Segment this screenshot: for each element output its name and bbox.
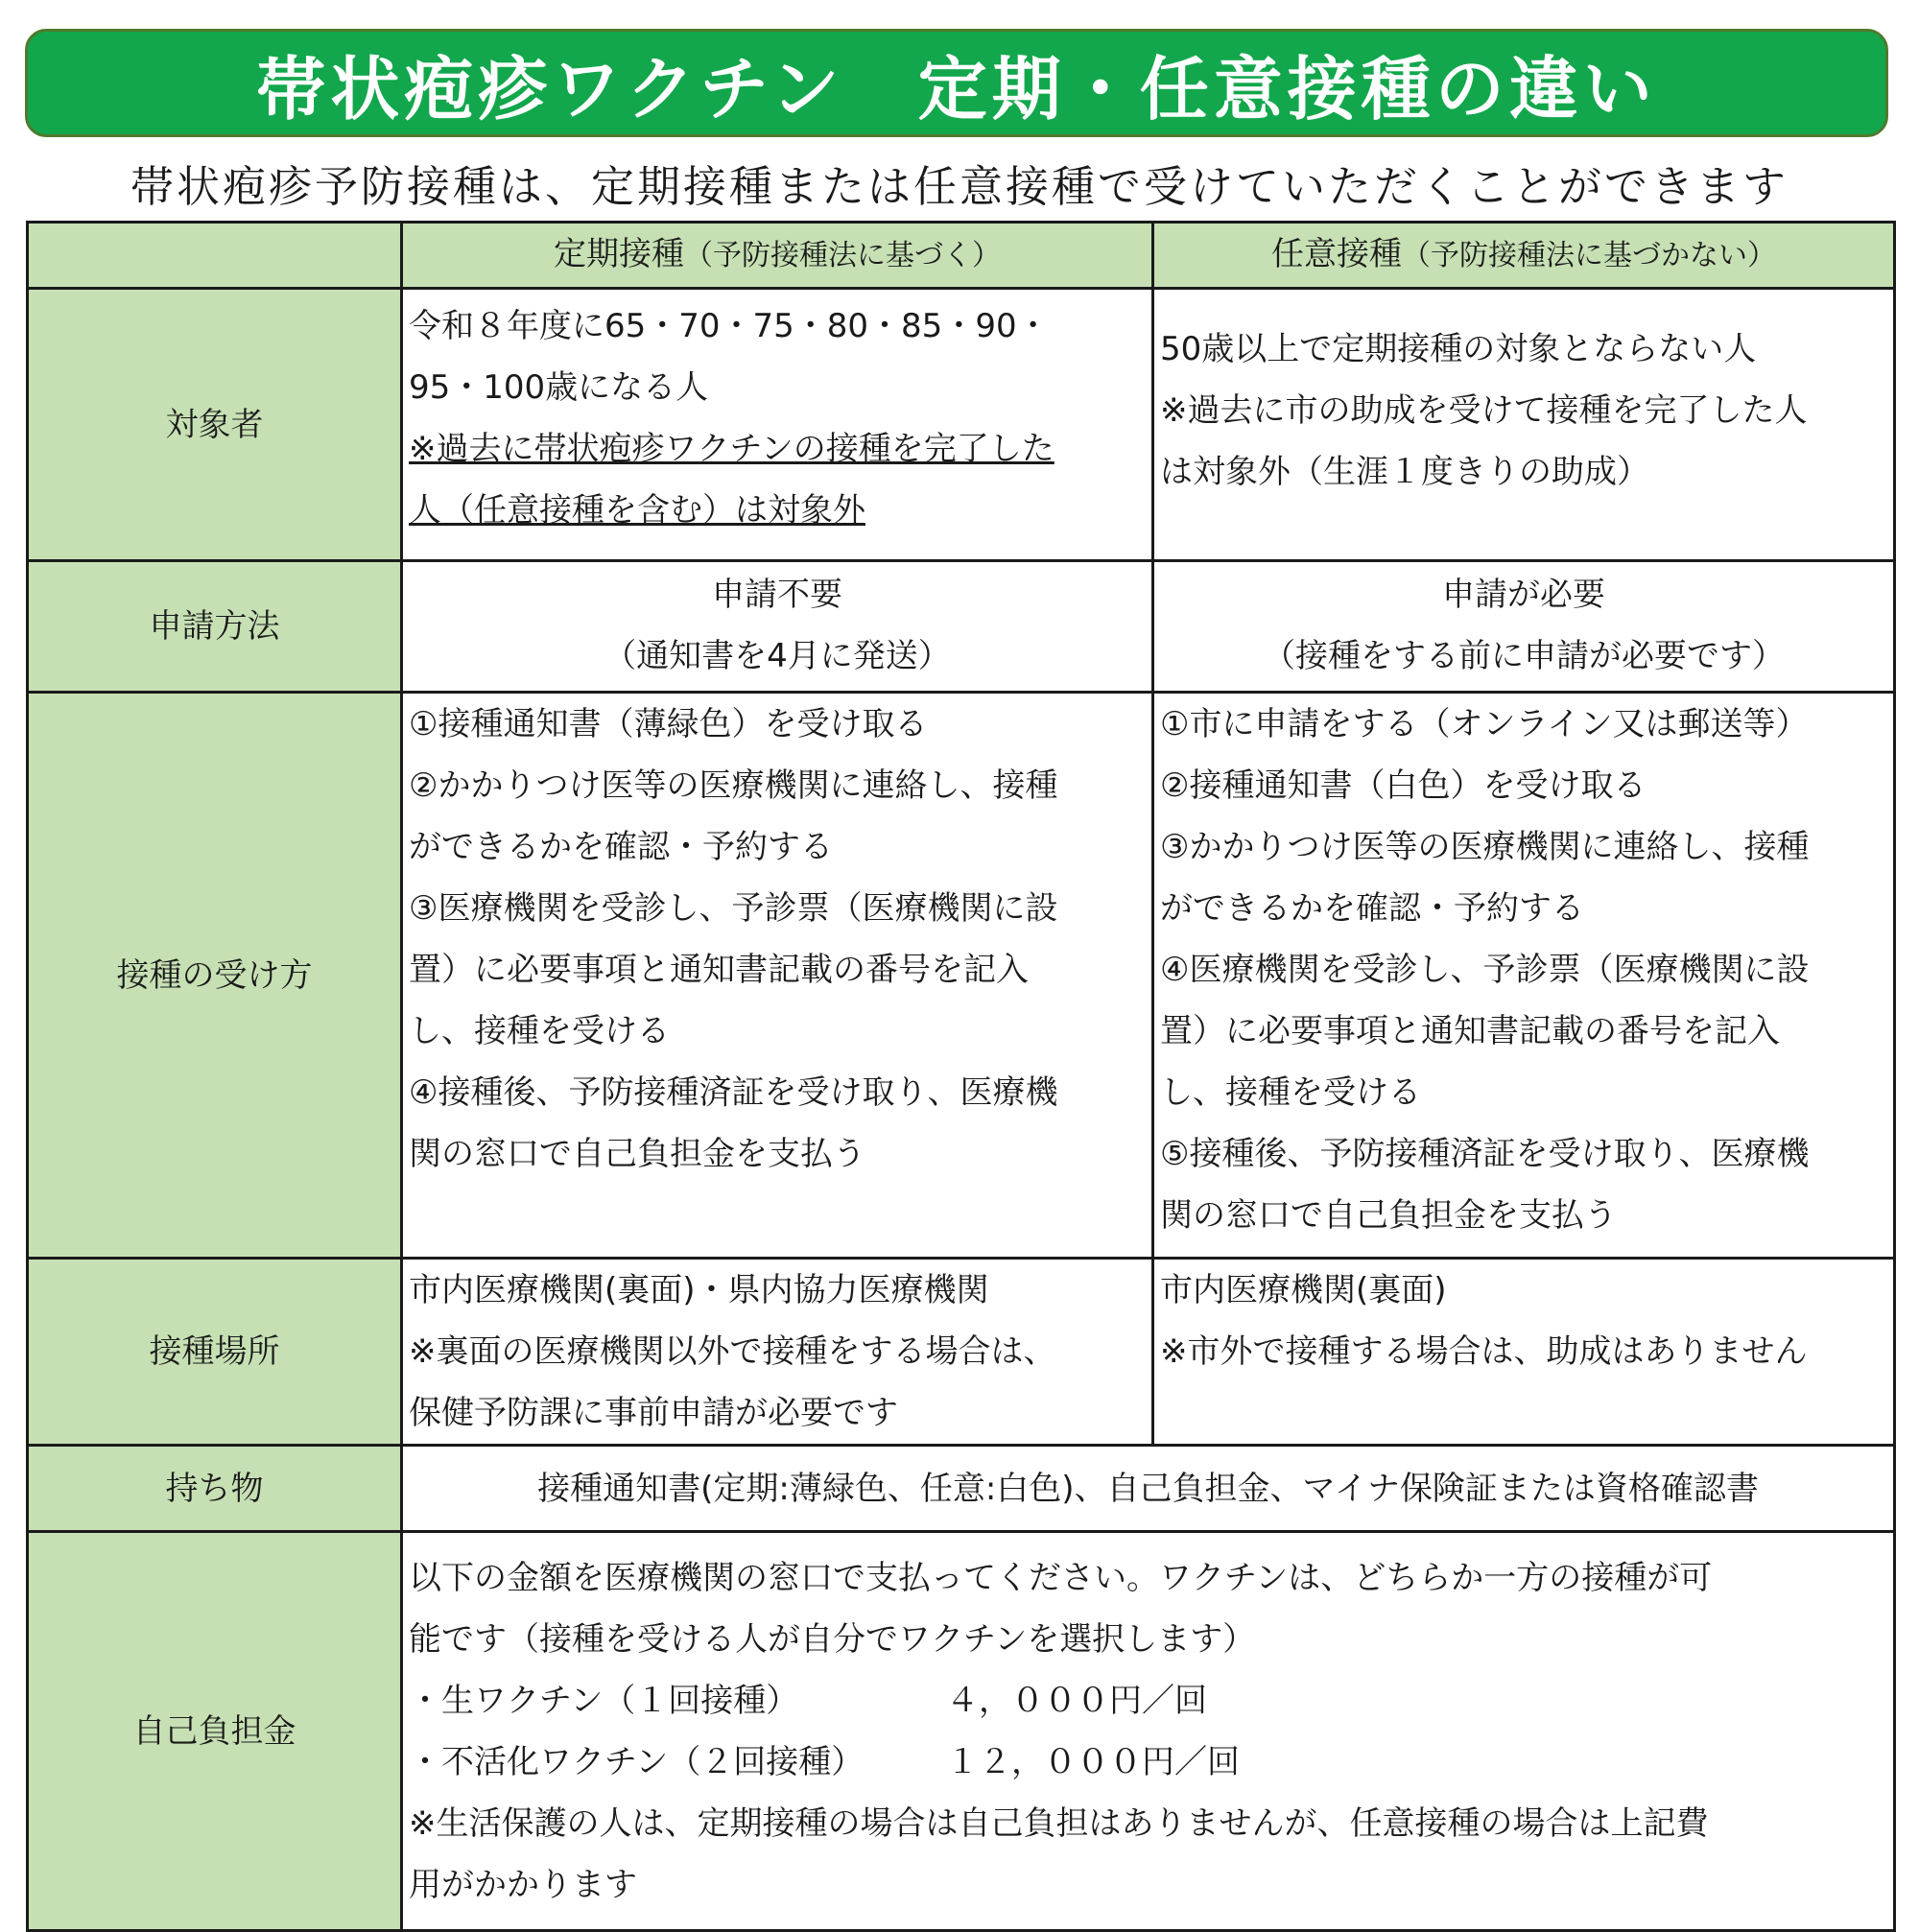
page-subtitle: 帯状疱疹予防接種は、定期接種または任意接種で受けていただくことができます (130, 161, 1789, 212)
text-line: し、接種を受ける (409, 1012, 670, 1050)
text-line: 以下の金額を医療機関の窓口で支払ってください。ワクチンは、どちらか一方の接種が可 (409, 1558, 1713, 1597)
cell-cost (402, 1532, 1895, 1931)
text-line: 置）に必要事項と通知書記載の番号を記入 (1160, 1012, 1780, 1050)
row-label-cost: 自己負担金 (28, 1532, 402, 1931)
text-line: 関の窓口で自己負担金を支払う (1160, 1196, 1617, 1235)
text-line: 50歳以上で定期接種の対象とならない人 (1160, 329, 1757, 368)
row-eligible (28, 289, 1895, 561)
row-cost (28, 1532, 1895, 1931)
row-label-place: 接種場所 (28, 1259, 402, 1446)
row-place (28, 1259, 1895, 1446)
live-vaccine-name: ・生ワクチン（１回接種） (409, 1681, 799, 1720)
text-line: （接種をする前に申請が必要です） (1263, 637, 1785, 675)
comparison-table (26, 221, 1896, 1932)
header-regular-main: 定期接種 (554, 235, 684, 273)
text-line: ※生活保護の人は、定期接種の場合は自己負担はありませんが、任意接種の場合は上記費 (409, 1803, 1709, 1843)
text-line: 能です（接種を受ける人が自分でワクチンを選択します） (409, 1619, 1256, 1659)
text-line: 申請が必要 (1442, 576, 1605, 614)
cell-items: 接種通知書(定期:薄緑色、任意:白色)、自己負担金、マイナ保険証または資格確認書 (402, 1446, 1895, 1532)
header-regular (402, 223, 1153, 289)
text-line: 95・100歳になる人 (409, 368, 709, 407)
text-line: ④医療機関を受診し、予診票（医療機関に設 (1160, 951, 1810, 989)
text-line: ※裏面の医療機関以外で接種をする場合は、 (409, 1332, 1056, 1371)
cell-eligible-regular (402, 289, 1153, 561)
text-line: は対象外（生涯１度きりの助成） (1160, 452, 1649, 491)
text-line: し、接種を受ける (1160, 1073, 1421, 1112)
text-line: 申請不要 (712, 576, 842, 614)
header-voluntary (1153, 223, 1895, 289)
text-line: ②接種通知書（白色）を受け取る (1160, 766, 1647, 805)
text-line: ②かかりつけ医等の医療機関に連絡し、接種 (409, 766, 1058, 805)
row-how (28, 693, 1895, 1259)
inactivated-vaccine-name: ・不活化ワクチン（２回接種） (409, 1742, 865, 1781)
header-voluntary-sub: （予防接種法に基づかない） (1402, 239, 1776, 272)
corner-cell (28, 223, 402, 289)
text-line: 市内医療機関(裏面) (1160, 1271, 1447, 1309)
cell-application-regular (402, 561, 1153, 693)
text-line: ※過去に市の助成を受けて接種を完了した人 (1160, 390, 1808, 430)
cell-how-voluntary (1153, 693, 1895, 1259)
header-regular-sub: （予防接種法に基づく） (684, 239, 1001, 272)
text-line: 用がかかります (409, 1865, 637, 1904)
text-line: ⑤接種後、予防接種済証を受け取り、医療機 (1160, 1135, 1810, 1173)
text-line: 市内医療機関(裏面)・県内協力医療機関 (409, 1271, 989, 1309)
cell-application-voluntary (1153, 561, 1895, 693)
row-label-application: 申請方法 (28, 561, 402, 693)
page-title: 帯状疱疹ワクチン 定期・任意接種の違い (256, 48, 1657, 130)
inactivated-vaccine-price: １２，０００円／回 (946, 1742, 1240, 1781)
row-items (28, 1446, 1895, 1532)
price-line-live (409, 1670, 1887, 1732)
row-label-how: 接種の受け方 (28, 693, 402, 1259)
text-line: ①市に申請をする（オンライン又は郵送等） (1160, 705, 1809, 743)
row-label-items: 持ち物 (28, 1446, 402, 1532)
text-line: ができるかを確認・予約する (409, 828, 833, 866)
text-line: 令和８年度に65・70・75・80・85・90・ (409, 307, 1050, 345)
text-line: ①接種通知書（薄緑色）を受け取る (409, 705, 928, 743)
cell-place-voluntary (1153, 1259, 1895, 1446)
price-line-inactivated (409, 1732, 1887, 1793)
header-row (28, 223, 1895, 289)
text-line: 置）に必要事項と通知書記載の番号を記入 (409, 951, 1029, 989)
title-banner (25, 29, 1888, 137)
text-line: ③医療機関を受診し、予診票（医療機関に設 (409, 889, 1058, 928)
row-application (28, 561, 1895, 693)
header-voluntary-main: 任意接種 (1271, 235, 1402, 273)
text-line: （通知書を4月に発送） (604, 637, 951, 675)
row-label-eligible: 対象者 (28, 289, 402, 561)
text-line: ができるかを確認・予約する (1160, 889, 1584, 928)
cell-place-regular (402, 1259, 1153, 1446)
text-line: ※市外で接種する場合は、助成はありません (1160, 1332, 1808, 1371)
text-line: 関の窓口で自己負担金を支払う (409, 1135, 865, 1173)
live-vaccine-price: ４，０００円／回 (946, 1681, 1207, 1720)
text-line: ④接種後、予防接種済証を受け取り、医療機 (409, 1073, 1058, 1112)
text-line-underlined: 人（任意接種を含む）は対象外 (409, 491, 865, 530)
cell-eligible-voluntary (1153, 289, 1895, 561)
cell-how-regular (402, 693, 1153, 1259)
text-line: 保健予防課に事前申請が必要です (409, 1394, 898, 1432)
text-line-underlined: ※過去に帯状疱疹ワクチンの接種を完了した (409, 430, 1054, 468)
text-line: ③かかりつけ医等の医療機関に連絡し、接種 (1160, 828, 1810, 866)
